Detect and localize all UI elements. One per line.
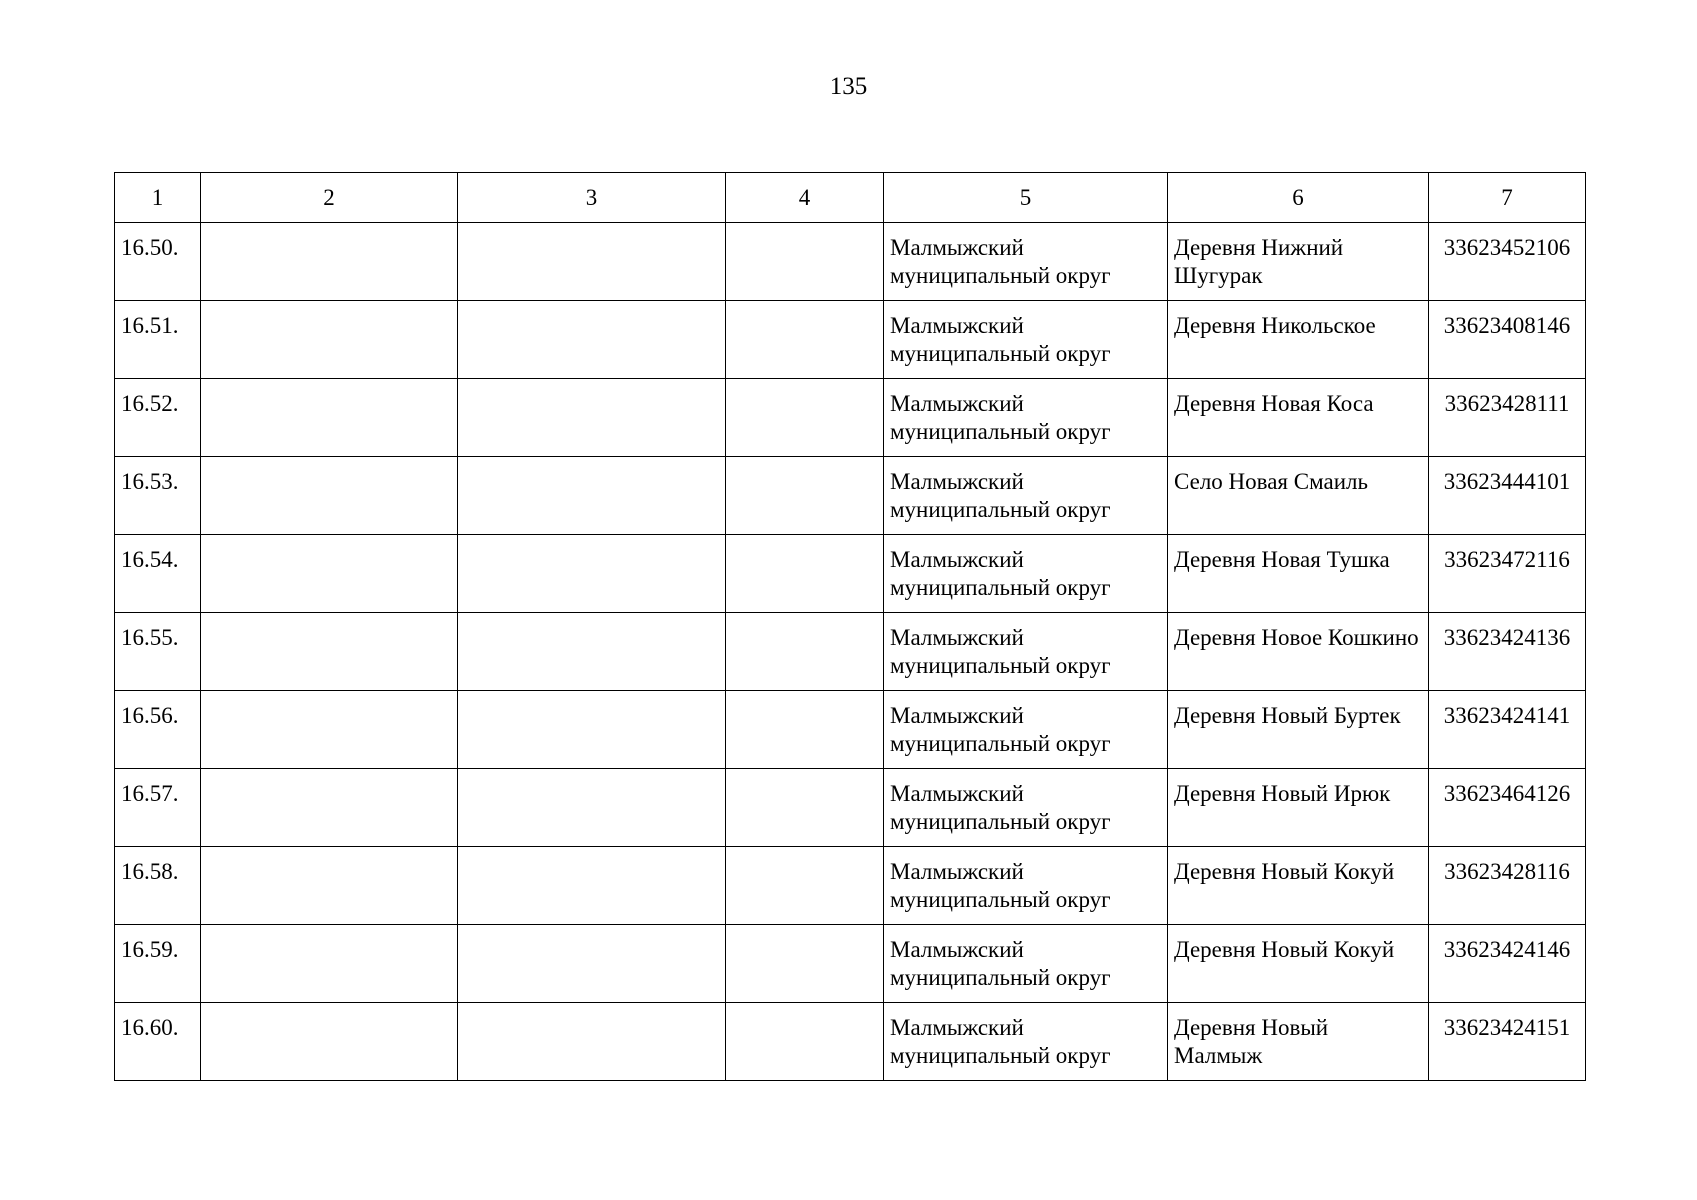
table-row: [115, 301, 1586, 379]
district-cell: Малмыжский муниципальный округ: [884, 457, 1168, 535]
row-number-cell: 16.57.: [115, 769, 201, 847]
table-row: [115, 847, 1586, 925]
empty-cell-col3: [458, 691, 726, 769]
empty-cell-col3: [458, 769, 726, 847]
table-row: [115, 691, 1586, 769]
row-number-cell: 16.52.: [115, 379, 201, 457]
settlement-cell: Деревня Никольское: [1168, 301, 1429, 379]
empty-cell-col2: [201, 535, 458, 613]
empty-cell-col3: [458, 1003, 726, 1081]
oktmo-code-cell: 33623428116: [1429, 847, 1586, 925]
row-number-cell: 16.59.: [115, 925, 201, 1003]
oktmo-code-cell: 33623444101: [1429, 457, 1586, 535]
settlement-cell: Деревня Нижний Шугурак: [1168, 223, 1429, 301]
empty-cell-col3: [458, 925, 726, 1003]
empty-cell-col4: [726, 691, 884, 769]
empty-cell-col3: [458, 379, 726, 457]
district-cell: Малмыжский муниципальный округ: [884, 847, 1168, 925]
column-header-6: 6: [1168, 173, 1429, 223]
empty-cell-col2: [201, 847, 458, 925]
empty-cell-col2: [201, 223, 458, 301]
empty-cell-col3: [458, 613, 726, 691]
empty-cell-col2: [201, 379, 458, 457]
settlement-cell: Деревня Новая Тушка: [1168, 535, 1429, 613]
column-header-7: 7: [1429, 173, 1586, 223]
oktmo-code-cell: 33623408146: [1429, 301, 1586, 379]
district-cell: Малмыжский муниципальный округ: [884, 223, 1168, 301]
empty-cell-col4: [726, 379, 884, 457]
empty-cell-col3: [458, 847, 726, 925]
empty-cell-col2: [201, 769, 458, 847]
empty-cell-col4: [726, 301, 884, 379]
district-cell: Малмыжский муниципальный округ: [884, 691, 1168, 769]
row-number-cell: 16.54.: [115, 535, 201, 613]
settlement-cell: Деревня Новый Кокуй: [1168, 847, 1429, 925]
page-number: 135: [829, 73, 868, 100]
column-header-2: 2: [201, 173, 458, 223]
table-row: [115, 457, 1586, 535]
empty-cell-col3: [458, 301, 726, 379]
settlement-cell: Деревня Новое Кошкино: [1168, 613, 1429, 691]
table-row: [115, 769, 1586, 847]
empty-cell-col4: [726, 535, 884, 613]
column-header-3: 3: [458, 173, 726, 223]
table-row: [115, 535, 1586, 613]
empty-cell-col2: [201, 691, 458, 769]
row-number-cell: 16.60.: [115, 1003, 201, 1081]
district-cell: Малмыжский муниципальный округ: [884, 301, 1168, 379]
empty-cell-col4: [726, 1003, 884, 1081]
settlement-cell: Деревня Новый Ирюк: [1168, 769, 1429, 847]
oktmo-code-cell: 33623464126: [1429, 769, 1586, 847]
table-row: [115, 613, 1586, 691]
settlement-cell: Деревня Новый Буртек: [1168, 691, 1429, 769]
row-number-cell: 16.58.: [115, 847, 201, 925]
empty-cell-col3: [458, 535, 726, 613]
settlement-cell: Село Новая Смаиль: [1168, 457, 1429, 535]
empty-cell-col4: [726, 769, 884, 847]
table-row: [115, 1003, 1586, 1081]
empty-cell-col4: [726, 223, 884, 301]
table-row: [115, 379, 1586, 457]
oktmo-code-cell: 33623424146: [1429, 925, 1586, 1003]
oktmo-code-cell: 33623424136: [1429, 613, 1586, 691]
oktmo-code-cell: 33623452106: [1429, 223, 1586, 301]
oktmo-code-cell: 33623424151: [1429, 1003, 1586, 1081]
district-cell: Малмыжский муниципальный округ: [884, 379, 1168, 457]
district-cell: Малмыжский муниципальный округ: [884, 535, 1168, 613]
empty-cell-col4: [726, 847, 884, 925]
empty-cell-col3: [458, 457, 726, 535]
empty-cell-col4: [726, 613, 884, 691]
row-number-cell: 16.53.: [115, 457, 201, 535]
column-header-4: 4: [726, 173, 884, 223]
oktmo-code-cell: 33623424141: [1429, 691, 1586, 769]
empty-cell-col2: [201, 1003, 458, 1081]
empty-cell-col2: [201, 457, 458, 535]
row-number-cell: 16.51.: [115, 301, 201, 379]
district-cell: Малмыжский муниципальный округ: [884, 925, 1168, 1003]
row-number-cell: 16.50.: [115, 223, 201, 301]
settlements-table: [114, 172, 1586, 1081]
settlement-cell: Деревня Новый Кокуй: [1168, 925, 1429, 1003]
oktmo-code-cell: 33623428111: [1429, 379, 1586, 457]
row-number-cell: 16.55.: [115, 613, 201, 691]
empty-cell-col3: [458, 223, 726, 301]
column-header-1: 1: [115, 173, 201, 223]
district-cell: Малмыжский муниципальный округ: [884, 613, 1168, 691]
header-row: [115, 173, 1586, 223]
row-number-cell: 16.56.: [115, 691, 201, 769]
district-cell: Малмыжский муниципальный округ: [884, 1003, 1168, 1081]
settlement-cell: Деревня Новая Коса: [1168, 379, 1429, 457]
empty-cell-col4: [726, 925, 884, 1003]
column-header-5: 5: [884, 173, 1168, 223]
empty-cell-col2: [201, 925, 458, 1003]
empty-cell-col4: [726, 457, 884, 535]
settlement-cell: Деревня Новый Малмыж: [1168, 1003, 1429, 1081]
table-row: [115, 223, 1586, 301]
empty-cell-col2: [201, 301, 458, 379]
empty-cell-col2: [201, 613, 458, 691]
oktmo-code-cell: 33623472116: [1429, 535, 1586, 613]
table-row: [115, 925, 1586, 1003]
district-cell: Малмыжский муниципальный округ: [884, 769, 1168, 847]
